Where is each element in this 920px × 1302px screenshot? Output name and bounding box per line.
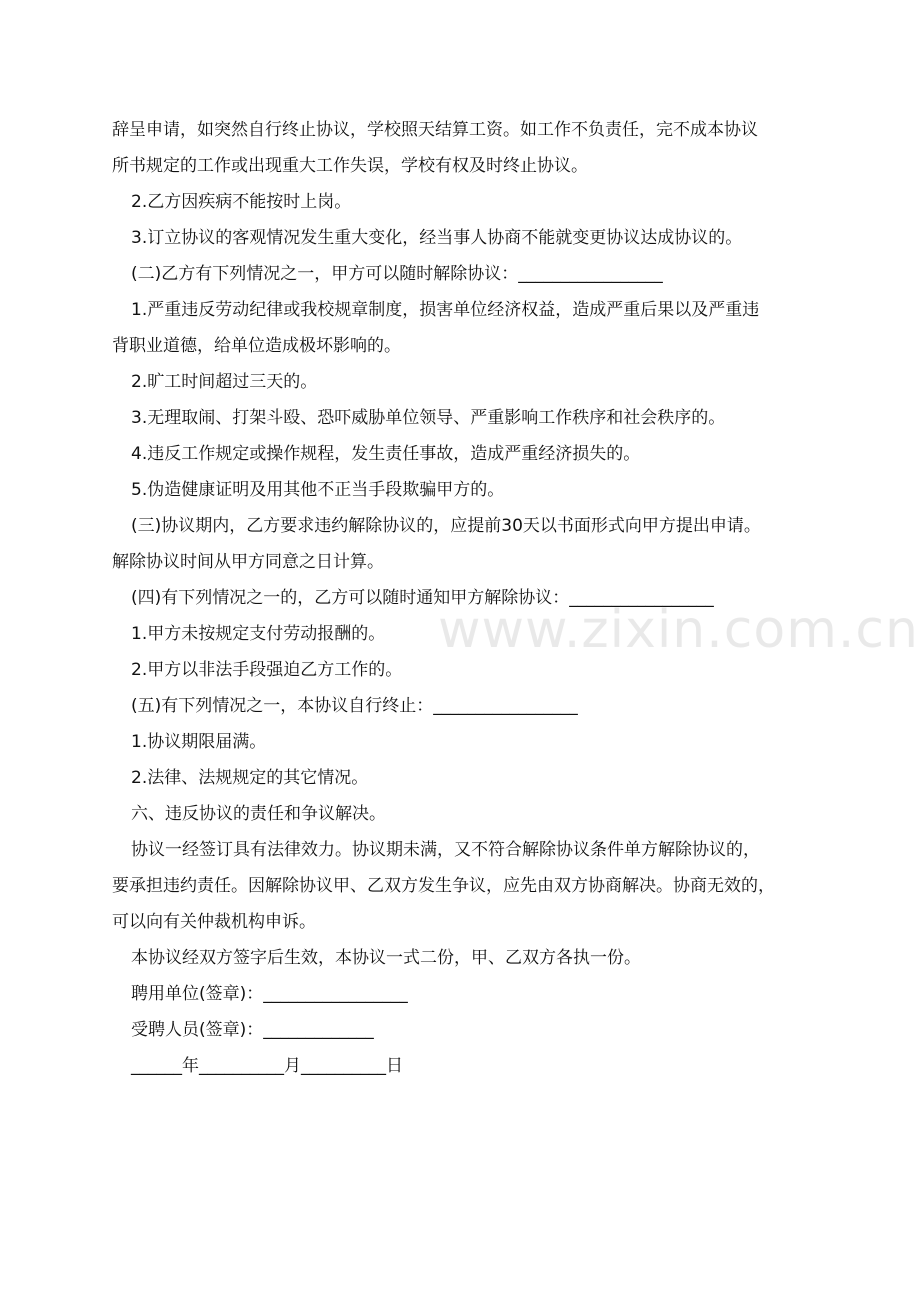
paragraph-line: 本协议经双方签字后生效，本协议一式二份，甲、乙双方各执一份。 [131,948,641,968]
paragraph-line: 1.严重违反劳动纪律或我校规章制度，损害单位经济权益，造成严重后果以及严重违 [131,300,760,320]
paragraph-line: 所书规定的工作或出现重大工作失误，学校有权及时终止协议。 [112,156,588,176]
paragraph-line: 2.乙方因疾病不能按时上岗。 [131,192,352,212]
paragraph-line: 背职业道德，给单位造成极坏影响的。 [112,336,401,356]
date-line: ______年__________月__________日 [131,1056,403,1076]
employee-signature-line: 受聘人员(签章)：_____________ [131,1020,374,1040]
employer-signature-line: 聘用单位(签章)：_________________ [131,984,408,1004]
paragraph-line: 2.甲方以非法手段强迫乙方工作的。 [131,660,403,680]
watermark: www.zixin.com.cn [438,600,919,660]
paragraph-line: 辞呈申请，如突然自行终止协议，学校照天结算工资。如工作不负责任，完不成本协议 [112,120,758,140]
paragraph-line: 协议一经签订具有法律效力。协议期未满，又不符合解除协议条件单方解除协议的， [131,840,760,860]
paragraph-line: 解除协议时间从甲方同意之日计算。 [112,552,384,572]
paragraph-line: 3.订立协议的客观情况发生重大变化，经当事人协商不能就变更协议达成协议的。 [131,228,743,248]
paragraph-line: 3.无理取闹、打架斗殴、恐吓威胁单位领导、严重影响工作秩序和社会秩序的。 [131,408,726,428]
paragraph-line: (五)有下列情况之一，本协议自行终止：_________________ [131,696,578,716]
paragraph-line: 2.法律、法规规定的其它情况。 [131,768,369,788]
paragraph-line: 要承担违约责任。因解除协议甲、乙双方发生争议，应先由双方协商解决。协商无效的， [112,876,775,896]
paragraph-line: 2.旷工时间超过三天的。 [131,372,318,392]
paragraph-line: 5.伪造健康证明及用其他不正当手段欺骗甲方的。 [131,480,505,500]
paragraph-line: 1.甲方未按规定支付劳动报酬的。 [131,624,386,644]
paragraph-line: (三)协议期内，乙方要求违约解除协议的，应提前30天以书面形式向甲方提出申请。 [131,516,761,536]
document-body [112,112,812,1084]
paragraph-line: (四)有下列情况之一的，乙方可以随时通知甲方解除协议：_________________ [131,588,714,608]
paragraph-line: 1.协议期限届满。 [131,732,267,752]
paragraph-line: 可以向有关仲裁机构申诉。 [112,912,316,932]
paragraph-line: (二)乙方有下列情况之一，甲方可以随时解除协议：_________________ [131,264,663,284]
paragraph-line: 4.违反工作规定或操作规程，发生责任事故，造成严重经济损失的。 [131,444,641,464]
section-heading: 六、违反协议的责任和争议解决。 [131,804,386,824]
